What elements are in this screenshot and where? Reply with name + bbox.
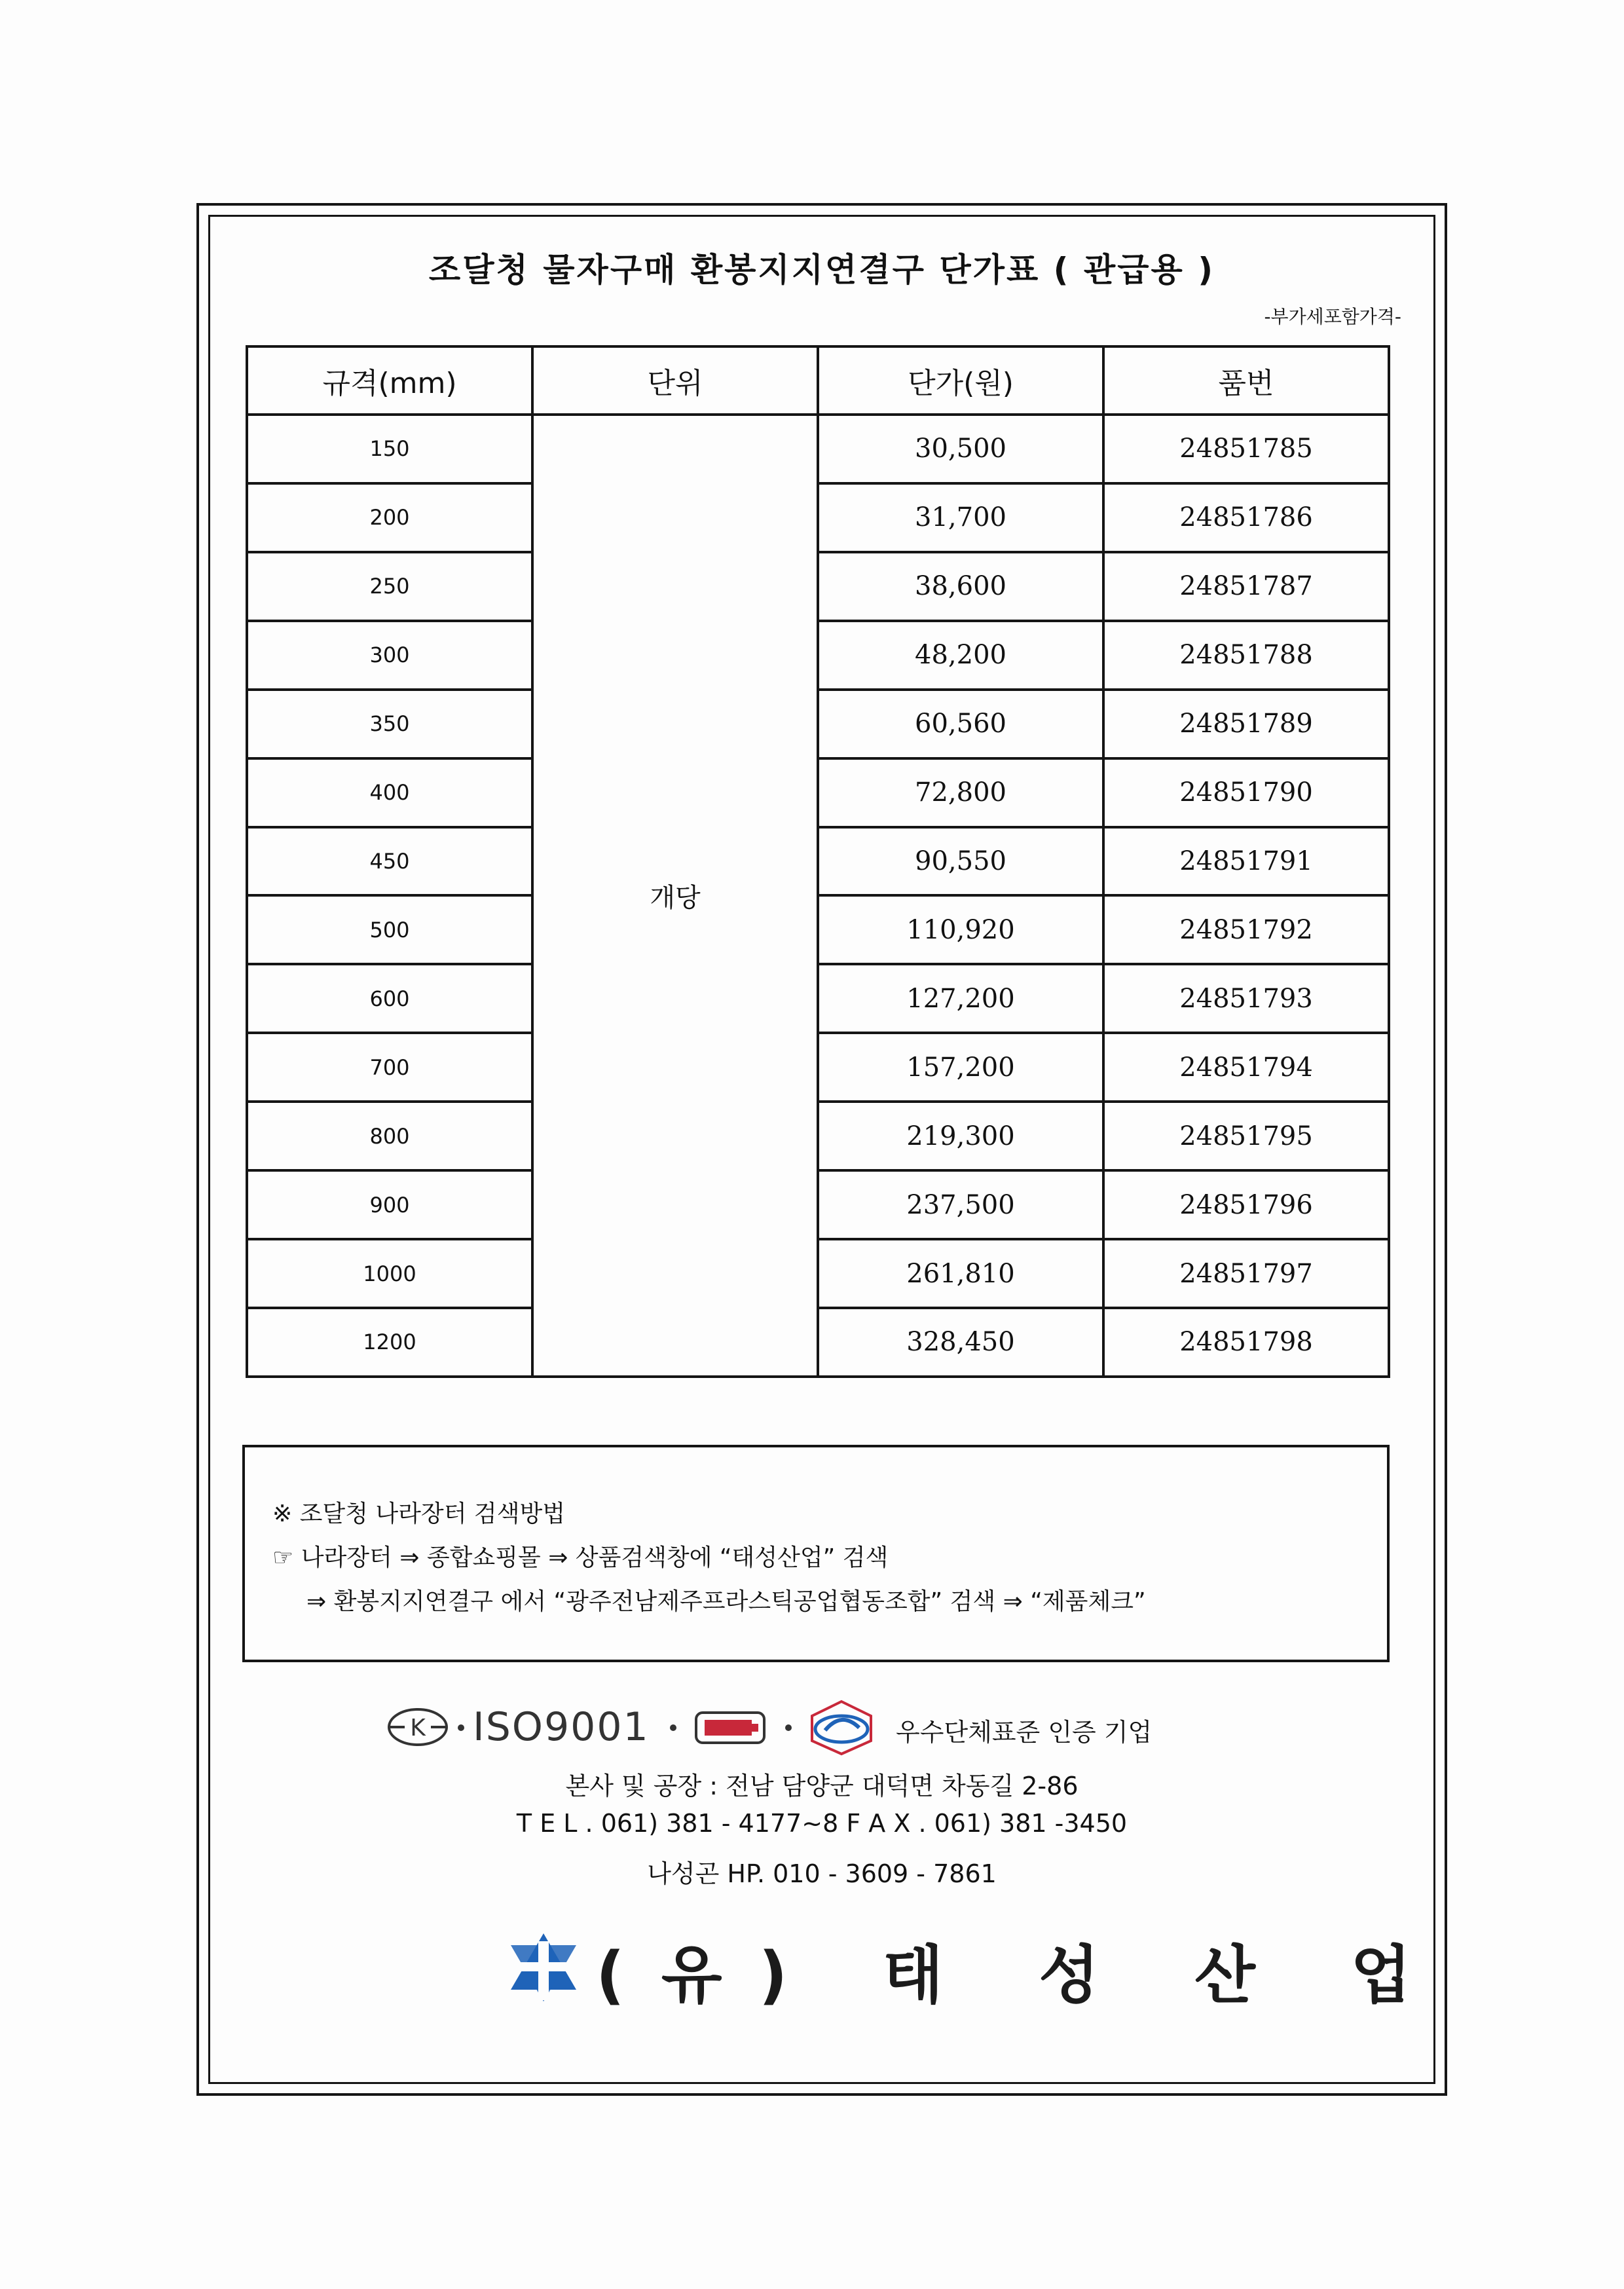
table-row: [247, 964, 1389, 1033]
header-spec: 규격(mm): [247, 346, 532, 415]
table-row: [247, 1170, 1389, 1239]
unit-cell: 개당: [532, 415, 818, 1377]
dot-icon: [457, 1724, 465, 1732]
code-cell: 24851786: [1103, 483, 1389, 552]
header-unit: 단위: [532, 346, 818, 415]
spec-cell: 150: [247, 415, 532, 483]
group-standard-logo-icon: [805, 1699, 877, 1757]
price-cell: 261,810: [818, 1239, 1103, 1308]
ks-mark-letter: K: [410, 1715, 426, 1741]
table-header-row: [247, 346, 1389, 415]
table-row: [247, 415, 1389, 483]
code-cell: 24851797: [1103, 1239, 1389, 1308]
code-cell: 24851796: [1103, 1170, 1389, 1239]
certification-row: [386, 1699, 1251, 1758]
price-cell: 328,450: [818, 1308, 1103, 1377]
code-cell: 24851785: [1103, 415, 1389, 483]
spec-cell: 400: [247, 758, 532, 827]
price-cell: 30,500: [818, 415, 1103, 483]
dot-icon: [784, 1724, 792, 1732]
spec-cell: 200: [247, 483, 532, 552]
price-cell: 110,920: [818, 895, 1103, 964]
table-row: [247, 895, 1389, 964]
price-cell: 31,700: [818, 483, 1103, 552]
certification-text: 우수단체표준 인증 기업: [896, 1718, 1153, 1747]
certification-stamp-icon: [694, 1711, 766, 1745]
spec-cell: 700: [247, 1033, 532, 1102]
search-method-heading: ※ 조달청 나라장터 검색방법: [272, 1500, 566, 1527]
spec-cell: 1200: [247, 1308, 532, 1377]
price-cell: 157,200: [818, 1033, 1103, 1102]
dot-icon: [669, 1724, 677, 1732]
price-table: [246, 345, 1390, 1378]
table-row: [247, 758, 1389, 827]
spec-cell: 300: [247, 621, 532, 690]
code-cell: 24851790: [1103, 758, 1389, 827]
company-name: (유) 태 성 산 업: [596, 1939, 1449, 2012]
spec-cell: 250: [247, 552, 532, 621]
spec-cell: 350: [247, 690, 532, 758]
table-row: [247, 1033, 1389, 1102]
table-row: [247, 690, 1389, 758]
table-row: [247, 552, 1389, 621]
code-cell: 24851788: [1103, 621, 1389, 690]
vat-included-note: -부가세포함가격-: [1264, 306, 1401, 327]
tel-fax-line: T E L . 061) 381 - 4177~8 F A X . 061) 381 -3450: [516, 1809, 1128, 1838]
search-method-box: [242, 1445, 1390, 1662]
spec-cell: 1000: [247, 1239, 532, 1308]
price-cell: 60,560: [818, 690, 1103, 758]
spec-cell: 450: [247, 827, 532, 896]
table-row: [247, 621, 1389, 690]
code-cell: 24851794: [1103, 1033, 1389, 1102]
price-cell: 237,500: [818, 1170, 1103, 1239]
code-cell: 24851795: [1103, 1102, 1389, 1170]
price-cell: 38,600: [818, 552, 1103, 621]
price-cell: 219,300: [818, 1102, 1103, 1170]
code-cell: 24851787: [1103, 552, 1389, 621]
spec-cell: 800: [247, 1102, 532, 1170]
table-row: [247, 1239, 1389, 1308]
code-cell: 24851792: [1103, 895, 1389, 964]
header-code: 품번: [1103, 346, 1389, 415]
code-cell: 24851798: [1103, 1308, 1389, 1377]
price-cell: 72,800: [818, 758, 1103, 827]
code-cell: 24851791: [1103, 827, 1389, 896]
ks-mark-icon: [386, 1707, 449, 1747]
price-cell: 127,200: [818, 964, 1103, 1033]
price-cell: 90,550: [818, 827, 1103, 896]
search-method-step-1: ☞ 나라장터 ⇒ 종합쇼핑몰 ⇒ 상품검색창에 “태성산업” 검색: [272, 1544, 889, 1571]
address-line: 본사 및 공장 : 전남 담양군 대덕면 차동길 2-86: [565, 1772, 1079, 1800]
spec-cell: 900: [247, 1170, 532, 1239]
table-row: [247, 483, 1389, 552]
iso-mark: ISO9001: [473, 1704, 650, 1750]
contact-phone-line: 나성곤 HP. 010 - 3609 - 7861: [647, 1859, 997, 1888]
company-logo-icon: [504, 1928, 583, 2007]
price-cell: 48,200: [818, 621, 1103, 690]
header-price: 단가(원): [818, 346, 1103, 415]
code-cell: 24851789: [1103, 690, 1389, 758]
page-title: 조달청 물자구매 환봉지지연결구 단가표 ( 관급용 ): [428, 251, 1215, 289]
spec-cell: 500: [247, 895, 532, 964]
table-row: [247, 1102, 1389, 1170]
search-method-step-2: ⇒ 환봉지지연결구 에서 “광주전남제주프라스틱공업협동조합” 검색 ⇒ “제품체크”: [306, 1588, 1146, 1615]
table-row: [247, 827, 1389, 896]
code-cell: 24851793: [1103, 964, 1389, 1033]
table-row: [247, 1308, 1389, 1377]
spec-cell: 600: [247, 964, 532, 1033]
